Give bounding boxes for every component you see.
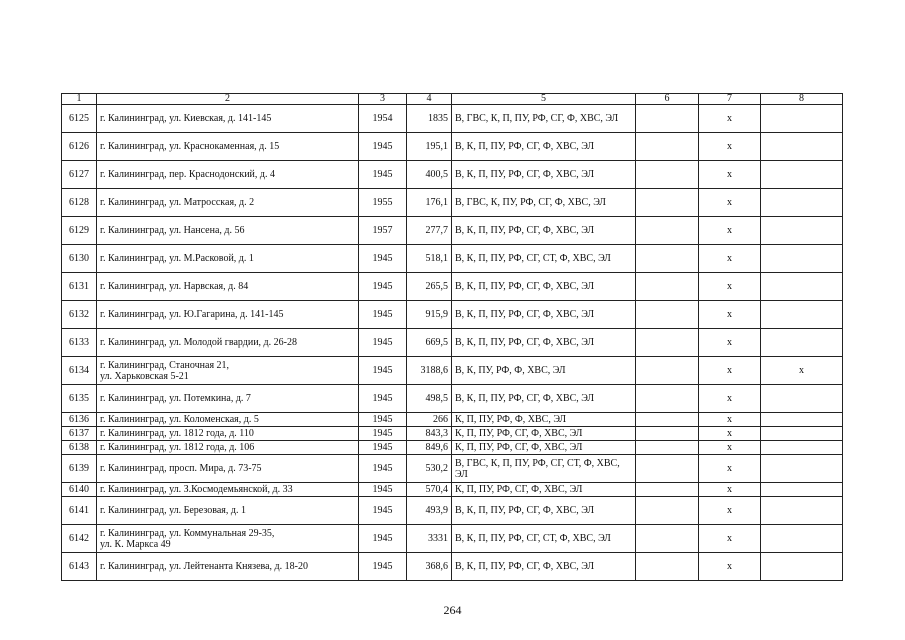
area-cell: 849,6 — [407, 441, 452, 455]
col7-cell: x — [699, 427, 761, 441]
table-row — [62, 385, 843, 413]
address-cell: г. Калининград, ул. Нансена, д. 56 — [97, 217, 359, 245]
area-cell: 3331 — [407, 525, 452, 553]
services-cell: К, П, ПУ, РФ, СГ, Ф, ХВС, ЭЛ — [452, 427, 636, 441]
table-row — [62, 273, 843, 301]
page-number: 264 — [443, 603, 462, 617]
address-cell: г. Калининград, ул. Матросская, д. 2 — [97, 189, 359, 217]
header-col-3: 3 — [359, 94, 407, 105]
header-col-2: 2 — [97, 94, 359, 105]
col6-cell — [636, 301, 699, 329]
year-cell: 1945 — [359, 161, 407, 189]
col7-cell: x — [699, 385, 761, 413]
table-row — [62, 357, 843, 385]
col7-cell: x — [699, 161, 761, 189]
row-number: 6143 — [62, 553, 97, 581]
year-cell: 1945 — [359, 273, 407, 301]
col7-cell: x — [699, 301, 761, 329]
area-cell: 277,7 — [407, 217, 452, 245]
col6-cell — [636, 329, 699, 357]
area-cell: 3188,6 — [407, 357, 452, 385]
year-cell: 1945 — [359, 455, 407, 483]
col8-cell — [761, 413, 843, 427]
col6-cell — [636, 483, 699, 497]
col7-cell: x — [699, 455, 761, 483]
area-cell: 265,5 — [407, 273, 452, 301]
row-number: 6134 — [62, 357, 97, 385]
col6-cell — [636, 497, 699, 525]
col7-cell: x — [699, 133, 761, 161]
services-cell: В, К, П, ПУ, РФ, СГ, Ф, ХВС, ЭЛ — [452, 217, 636, 245]
col7-cell: x — [699, 553, 761, 581]
year-cell: 1945 — [359, 329, 407, 357]
services-cell: В, ГВС, К, П, ПУ, РФ, СГ, Ф, ХВС, ЭЛ — [452, 105, 636, 133]
col6-cell — [636, 217, 699, 245]
row-number: 6127 — [62, 161, 97, 189]
col8-cell — [761, 483, 843, 497]
address-cell: г. Калининград, ул. М.Расковой, д. 1 — [97, 245, 359, 273]
row-number: 6129 — [62, 217, 97, 245]
address-cell: г. Калининград, ул. З.Космодемьянской, д. 33 — [97, 483, 359, 497]
row-number: 6133 — [62, 329, 97, 357]
area-cell: 669,5 — [407, 329, 452, 357]
row-number: 6137 — [62, 427, 97, 441]
area-cell: 570,4 — [407, 483, 452, 497]
address-cell: г. Калининград, ул. Березовая, д. 1 — [97, 497, 359, 525]
row-number: 6136 — [62, 413, 97, 427]
header-col-6: 6 — [636, 94, 699, 105]
area-cell: 498,5 — [407, 385, 452, 413]
col6-cell — [636, 385, 699, 413]
table-row — [62, 497, 843, 525]
col6-cell — [636, 413, 699, 427]
col7-cell: x — [699, 189, 761, 217]
address-cell: г. Калининград, ул. Молодой гвардии, д. 26-28 — [97, 329, 359, 357]
header-col-4: 4 — [407, 94, 452, 105]
services-cell: В, К, П, ПУ, РФ, СГ, Ф, ХВС, ЭЛ — [452, 497, 636, 525]
row-number: 6131 — [62, 273, 97, 301]
col7-cell: x — [699, 441, 761, 455]
year-cell: 1954 — [359, 105, 407, 133]
col8-cell — [761, 161, 843, 189]
col6-cell — [636, 441, 699, 455]
area-cell: 530,2 — [407, 455, 452, 483]
table-row — [62, 217, 843, 245]
services-cell: В, К, П, ПУ, РФ, СГ, Ф, ХВС, ЭЛ — [452, 161, 636, 189]
row-number: 6140 — [62, 483, 97, 497]
address-cell: г. Калининград, ул. Коммунальная 29-35, ул. К. Маркса 49 — [97, 525, 359, 553]
table-row — [62, 189, 843, 217]
col8-cell — [761, 427, 843, 441]
row-number: 6126 — [62, 133, 97, 161]
col7-cell: x — [699, 483, 761, 497]
year-cell: 1945 — [359, 385, 407, 413]
col8-cell — [761, 245, 843, 273]
col6-cell — [636, 273, 699, 301]
address-cell: г. Калининград, ул. Нарвская, д. 84 — [97, 273, 359, 301]
year-cell: 1945 — [359, 427, 407, 441]
services-cell: В, К, П, ПУ, РФ, СГ, Ф, ХВС, ЭЛ — [452, 329, 636, 357]
col8-cell — [761, 329, 843, 357]
col8-cell: x — [761, 357, 843, 385]
year-cell: 1945 — [359, 357, 407, 385]
col6-cell — [636, 189, 699, 217]
address-cell: г. Калининград, Станочная 21, ул. Харьковская 5-21 — [97, 357, 359, 385]
year-cell: 1945 — [359, 301, 407, 329]
row-number: 6138 — [62, 441, 97, 455]
header-col-1: 1 — [62, 94, 97, 105]
table-row — [62, 525, 843, 553]
table-row — [62, 133, 843, 161]
services-cell: В, К, П, ПУ, РФ, СГ, Ф, ХВС, ЭЛ — [452, 301, 636, 329]
col6-cell — [636, 161, 699, 189]
col6-cell — [636, 357, 699, 385]
address-cell: г. Калининград, ул. Киевская, д. 141-145 — [97, 105, 359, 133]
col6-cell — [636, 525, 699, 553]
address-cell: г. Калининград, ул. Краснокаменная, д. 15 — [97, 133, 359, 161]
col7-cell: x — [699, 357, 761, 385]
services-cell: В, ГВС, К, ПУ, РФ, СГ, Ф, ХВС, ЭЛ — [452, 189, 636, 217]
table-row — [62, 301, 843, 329]
year-cell: 1945 — [359, 525, 407, 553]
services-cell: К, П, ПУ, РФ, СГ, Ф, ХВС, ЭЛ — [452, 483, 636, 497]
year-cell: 1945 — [359, 553, 407, 581]
services-cell: В, К, П, ПУ, РФ, СГ, Ф, ХВС, ЭЛ — [452, 553, 636, 581]
year-cell: 1945 — [359, 441, 407, 455]
col6-cell — [636, 553, 699, 581]
col8-cell — [761, 217, 843, 245]
col8-cell — [761, 301, 843, 329]
col8-cell — [761, 553, 843, 581]
row-number: 6141 — [62, 497, 97, 525]
table-row — [62, 329, 843, 357]
address-cell: г. Калининград, ул. Ю.Гагарина, д. 141-145 — [97, 301, 359, 329]
header-col-8: 8 — [761, 94, 843, 105]
area-cell: 400,5 — [407, 161, 452, 189]
col7-cell: x — [699, 105, 761, 133]
row-number: 6125 — [62, 105, 97, 133]
services-cell: В, К, ПУ, РФ, Ф, ХВС, ЭЛ — [452, 357, 636, 385]
col6-cell — [636, 133, 699, 161]
col8-cell — [761, 525, 843, 553]
area-cell: 368,6 — [407, 553, 452, 581]
year-cell: 1945 — [359, 497, 407, 525]
row-number: 6139 — [62, 455, 97, 483]
table-row — [62, 553, 843, 581]
col7-cell: x — [699, 273, 761, 301]
header-row — [62, 94, 843, 105]
table-row — [62, 483, 843, 497]
services-cell: В, К, П, ПУ, РФ, СГ, Ф, ХВС, ЭЛ — [452, 133, 636, 161]
col8-cell — [761, 497, 843, 525]
table-row — [62, 245, 843, 273]
col8-cell — [761, 455, 843, 483]
col8-cell — [761, 189, 843, 217]
area-cell: 1835 — [407, 105, 452, 133]
area-cell: 915,9 — [407, 301, 452, 329]
col6-cell — [636, 455, 699, 483]
year-cell: 1945 — [359, 483, 407, 497]
col7-cell: x — [699, 413, 761, 427]
area-cell: 493,9 — [407, 497, 452, 525]
col7-cell: x — [699, 217, 761, 245]
services-cell: В, К, П, ПУ, РФ, СГ, СТ, Ф, ХВС, ЭЛ — [452, 245, 636, 273]
services-cell: В, К, П, ПУ, РФ, СГ, Ф, ХВС, ЭЛ — [452, 273, 636, 301]
table-row — [62, 413, 843, 427]
table-row — [62, 455, 843, 483]
col8-cell — [761, 385, 843, 413]
table-row — [62, 105, 843, 133]
services-cell: К, П, ПУ, РФ, Ф, ХВС, ЭЛ — [452, 413, 636, 427]
address-cell: г. Калининград, ул. Коломенская, д. 5 — [97, 413, 359, 427]
col6-cell — [636, 245, 699, 273]
address-cell: г. Калининград, ул. 1812 года, д. 110 — [97, 427, 359, 441]
col8-cell — [761, 133, 843, 161]
year-cell: 1945 — [359, 133, 407, 161]
services-cell: В, ГВС, К, П, ПУ, РФ, СГ, СТ, Ф, ХВС, ЭЛ — [452, 455, 636, 483]
row-number: 6130 — [62, 245, 97, 273]
year-cell: 1957 — [359, 217, 407, 245]
services-cell: В, К, П, ПУ, РФ, СГ, Ф, ХВС, ЭЛ — [452, 385, 636, 413]
col7-cell: x — [699, 245, 761, 273]
area-cell: 843,3 — [407, 427, 452, 441]
table-row — [62, 161, 843, 189]
services-cell: В, К, П, ПУ, РФ, СГ, СТ, Ф, ХВС, ЭЛ — [452, 525, 636, 553]
year-cell: 1945 — [359, 245, 407, 273]
col8-cell — [761, 273, 843, 301]
area-cell: 195,1 — [407, 133, 452, 161]
table-row — [62, 427, 843, 441]
year-cell: 1945 — [359, 413, 407, 427]
area-cell: 266 — [407, 413, 452, 427]
area-cell: 518,1 — [407, 245, 452, 273]
row-number: 6132 — [62, 301, 97, 329]
area-cell: 176,1 — [407, 189, 452, 217]
row-number: 6142 — [62, 525, 97, 553]
services-cell: К, П, ПУ, РФ, СГ, Ф, ХВС, ЭЛ — [452, 441, 636, 455]
col6-cell — [636, 427, 699, 441]
address-cell: г. Калининград, просп. Мира, д. 73-75 — [97, 455, 359, 483]
header-col-5: 5 — [452, 94, 636, 105]
col8-cell — [761, 105, 843, 133]
col7-cell: x — [699, 525, 761, 553]
row-number: 6128 — [62, 189, 97, 217]
table-row — [62, 441, 843, 455]
col6-cell — [636, 105, 699, 133]
col8-cell — [761, 441, 843, 455]
col7-cell: x — [699, 497, 761, 525]
address-cell: г. Калининград, ул. 1812 года, д. 106 — [97, 441, 359, 455]
col7-cell: x — [699, 329, 761, 357]
header-col-7: 7 — [699, 94, 761, 105]
year-cell: 1955 — [359, 189, 407, 217]
row-number: 6135 — [62, 385, 97, 413]
housing-registry-table — [61, 93, 843, 581]
address-cell: г. Калининград, пер. Краснодонский, д. 4 — [97, 161, 359, 189]
address-cell: г. Калининград, ул. Лейтенанта Князева, д. 18-20 — [97, 553, 359, 581]
address-cell: г. Калининград, ул. Потемкина, д. 7 — [97, 385, 359, 413]
